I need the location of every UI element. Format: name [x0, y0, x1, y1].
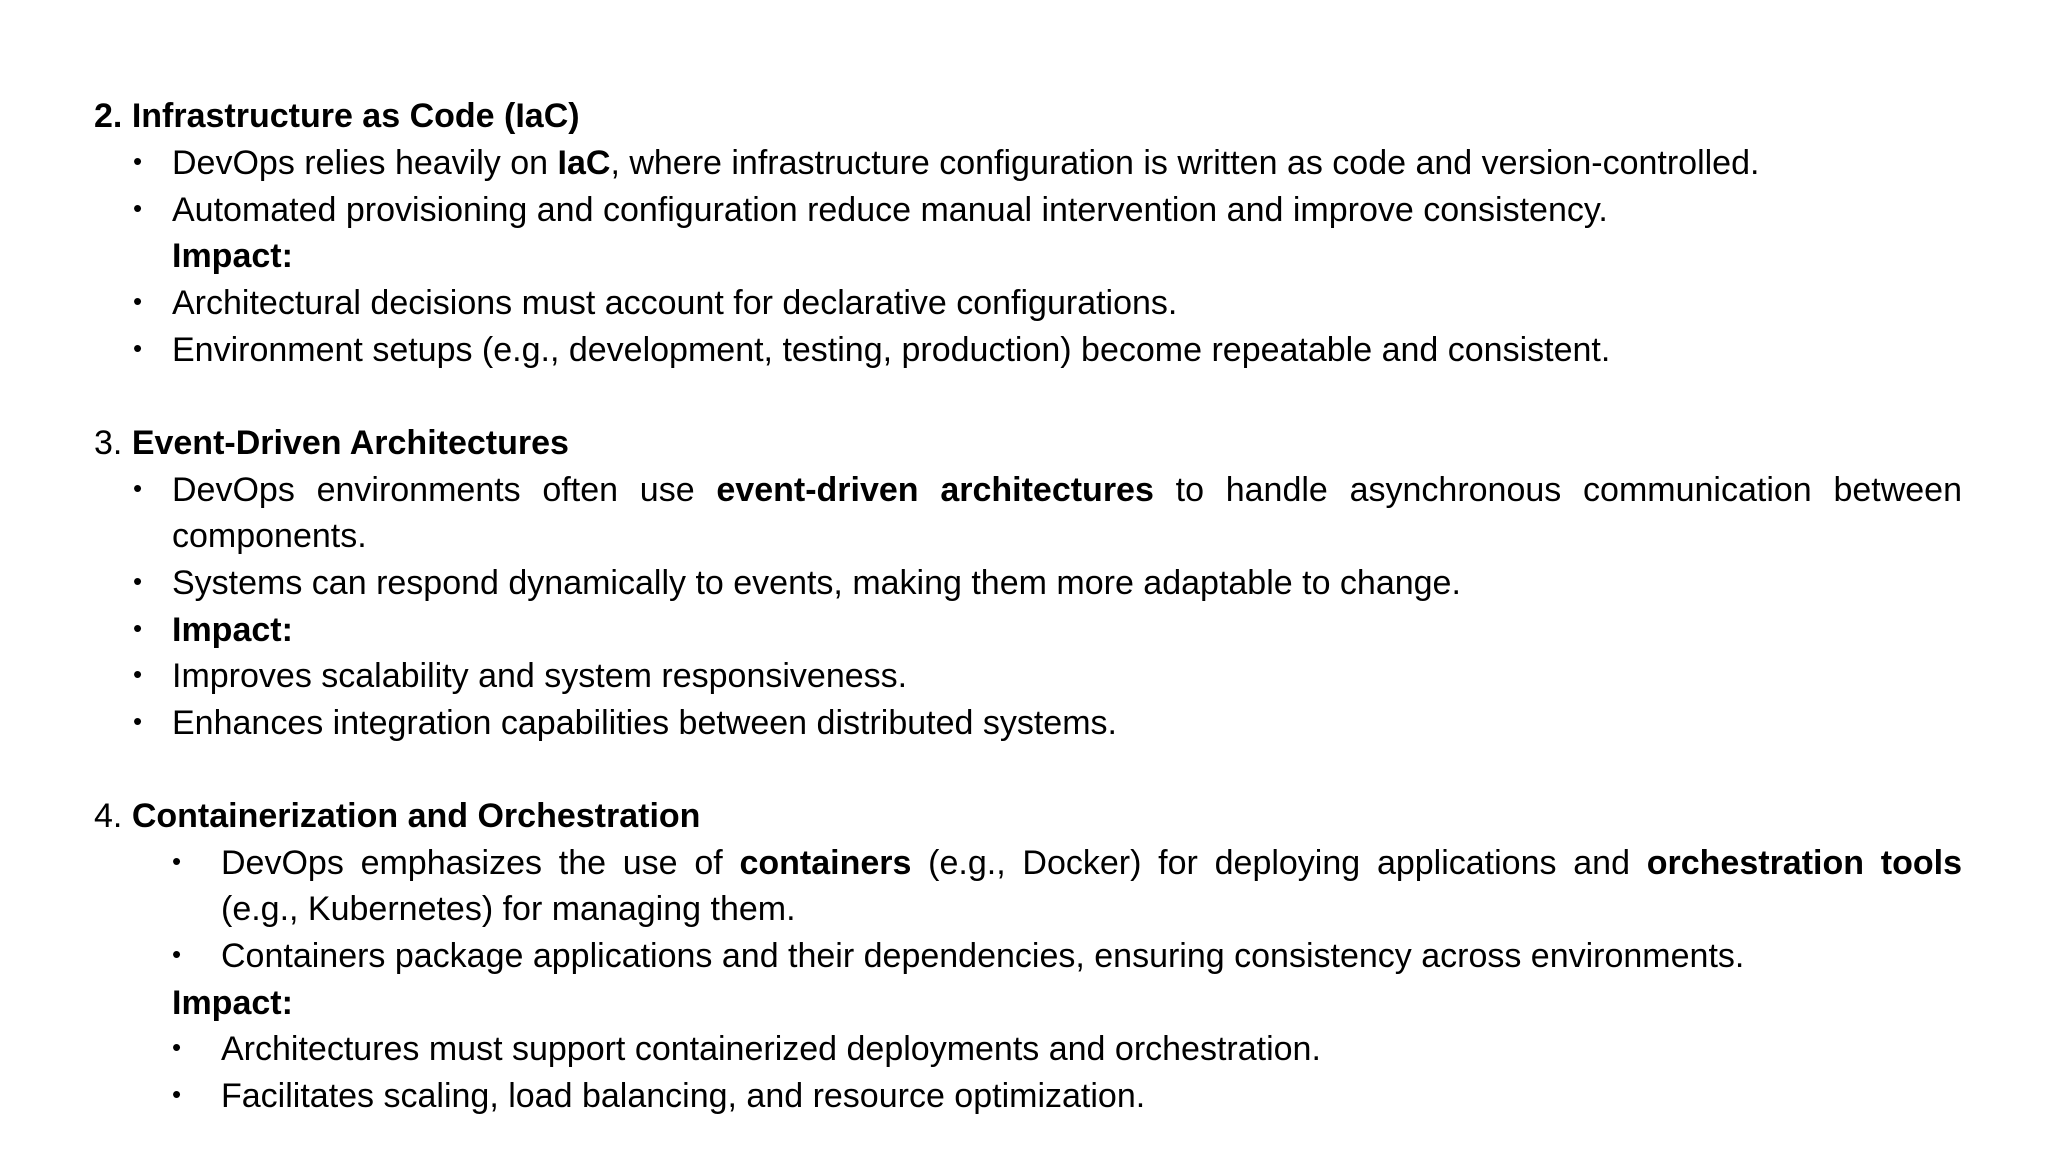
bullet-icon: • — [172, 846, 182, 876]
section-heading — [94, 420, 569, 466]
bullet-icon: • — [133, 613, 143, 643]
list-item: Enhances integration capabilities between distributed systems. — [172, 704, 1117, 742]
impact-label: Impact: — [172, 237, 293, 275]
list-item: Facilitates scaling, load balancing, and resource optimization. — [221, 1077, 1146, 1115]
bullet-icon: • — [133, 193, 143, 223]
impact-label: Impact: — [172, 611, 293, 649]
list-item-continuation: components. — [172, 517, 367, 555]
bullet-icon: • — [133, 706, 143, 736]
list-item: DevOps relies heavily on IaC, where infrastructure configuration is written as code and version-controlled. — [172, 144, 1760, 182]
list-item-continuation: (e.g., Kubernetes) for managing them. — [221, 890, 796, 928]
bullet-icon: • — [133, 659, 143, 689]
section-title: Event-Driven Architectures — [131, 424, 569, 462]
bullet-icon: • — [133, 333, 143, 363]
list-item: Automated provisioning and configuration reduce manual intervention and improve consistency. — [172, 191, 1608, 229]
section-heading — [94, 93, 580, 139]
section-number: 2. — [94, 97, 123, 135]
bullet-icon: • — [133, 286, 143, 316]
section-heading — [94, 793, 700, 839]
list-item: Systems can respond dynamically to events, making them more adaptable to change. — [172, 564, 1461, 602]
list-item: DevOps environments often use event-driven architectures to handle asynchronous communication between — [172, 471, 1962, 509]
bullet-icon: • — [133, 473, 143, 503]
list-item: DevOps emphasizes the use of containers (e.g., Docker) for deploying applications and orchestration tools — [221, 844, 1962, 882]
list-item: Architectural decisions must account for declarative configurations. — [172, 284, 1178, 322]
list-item: Architectures must support containerized deployments and orchestration. — [221, 1030, 1321, 1068]
list-item: Containers package applications and their dependencies, ensuring consistency across environments. — [221, 937, 1745, 975]
bullet-icon: • — [172, 1032, 182, 1062]
bullet-icon: • — [172, 1079, 182, 1109]
section-title: Infrastructure as Code (IaC) — [131, 97, 580, 135]
bullet-icon: • — [133, 146, 143, 176]
list-item: Improves scalability and system responsiveness. — [172, 657, 908, 695]
bullet-icon: • — [133, 566, 143, 596]
section-number: 4. — [94, 797, 123, 835]
list-item: Environment setups (e.g., development, testing, production) become repeatable and consistent. — [172, 331, 1611, 369]
bullet-icon: • — [172, 939, 182, 969]
section-title: Containerization and Orchestration — [131, 797, 701, 835]
impact-label: Impact: — [172, 984, 293, 1022]
section-number: 3. — [94, 424, 123, 462]
